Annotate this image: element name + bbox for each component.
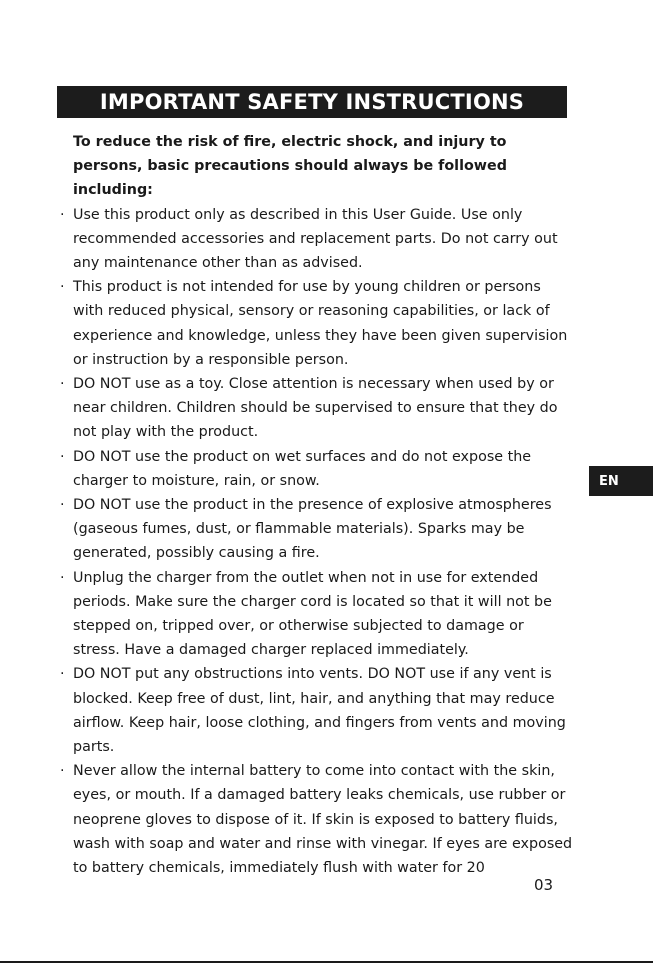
instruction-list <box>58 203 573 881</box>
instruction-item: · DO NOT use as a toy. Close attention is necessary when used by or near children. Children should be supervised to ensure that they do not play with the product. <box>58 372 573 445</box>
language-tab: EN <box>589 466 653 496</box>
page-number: 03 <box>534 876 554 894</box>
section-title: IMPORTANT SAFETY INSTRUCTIONS <box>57 86 567 118</box>
instruction-item: · Use this product only as described in this User Guide. Use only recommended accessories and replacement parts. Do not carry out any maintenance other than as advised. <box>58 203 573 276</box>
safety-instructions <box>58 130 573 880</box>
instruction-item: · Never allow the internal battery to come into contact with the skin, eyes, or mouth. If a damaged battery leaks chemicals, use rubber or neoprene gloves to dispose of it. If skin is exposed to battery fluids, wash with soap and water and rinse with vinegar. If eyes are exposed to battery chemicals, immediately flush with water for 20 <box>58 759 573 880</box>
bottom-divider <box>0 961 653 963</box>
instruction-item: · DO NOT put any obstructions into vents. DO NOT use if any vent is blocked. Keep free of dust, lint, hair, and anything that may reduce airflow. Keep hair, loose clothing, and fingers from vents and moving parts. <box>58 662 573 759</box>
instruction-item: · This product is not intended for use by young children or persons with reduced physical, sensory or reasoning capabilities, or lack of experience and knowledge, unless they have been given supervision or instruction by a responsible person. <box>58 275 573 372</box>
instruction-item: · DO NOT use the product in the presence of explosive atmospheres (gaseous fumes, dust, or flammable materials). Sparks may be generated, possibly causing a fire. <box>58 493 573 566</box>
instruction-item: · Unplug the charger from the outlet when not in use for extended periods. Make sure the charger cord is located so that it will not be stepped on, tripped over, or otherwise subjected to damage or stress. Have a damaged charger replaced immediately. <box>58 566 573 663</box>
instruction-item: · DO NOT use the product on wet surfaces and do not expose the charger to moisture, rain, or snow. <box>58 445 573 493</box>
intro-text: To reduce the risk of fire, electric shock, and injury to persons, basic precautions should always be followed including: <box>73 134 507 199</box>
